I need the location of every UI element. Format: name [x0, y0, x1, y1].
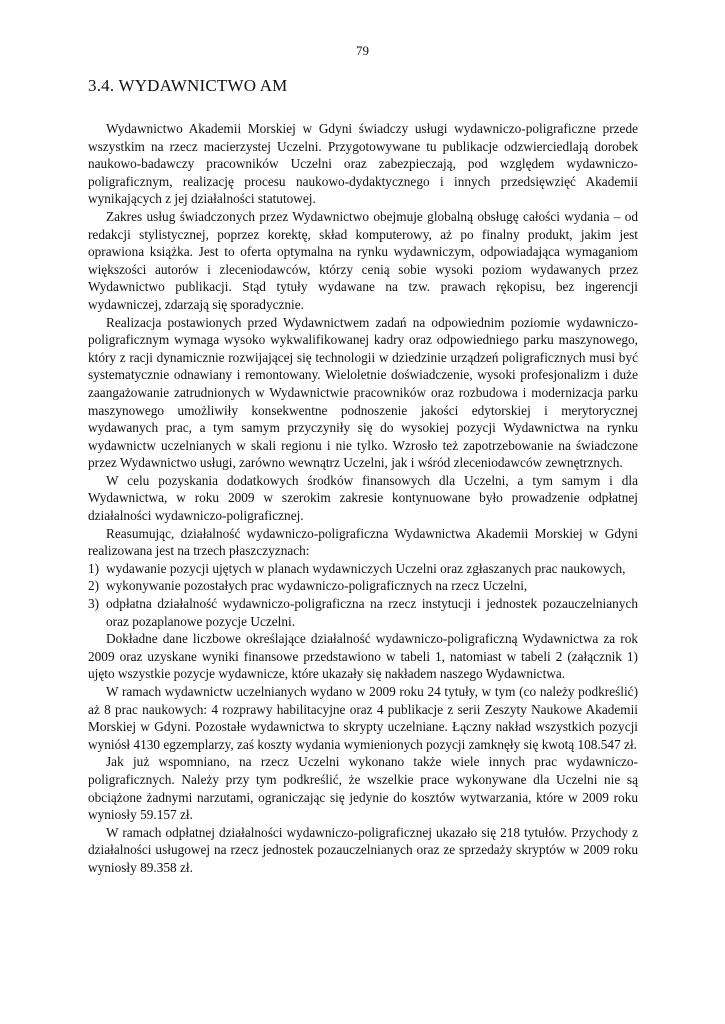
list-item: [88, 595, 638, 630]
list-text: wydawanie pozycji ujętych w planach wydawniczych Uczelni oraz zgłaszanych prac naukowych,: [106, 560, 626, 576]
section-title: 3.4. WYDAWNICTWO AM: [88, 76, 288, 95]
list-text: odpłatna działalność wydawniczo-poligraficzna na rzecz instytucji i jednostek pozauczelnianych oraz pozaplanowe pozycje Uczelni.: [106, 596, 638, 629]
paragraph-summary: Reasumując, działalność wydawniczo-poligraficzna Wydawnictwa Akademii Morskiej w Gdyni realizowana jest na trzech płaszczyznach:: [88, 525, 638, 559]
paragraph-intro: Wydawnictwo Akademii Morskiej w Gdyni świadczy usługi wydawniczo-poligraficzne przede wszystkim na rzecz macierzystej Uczelni. Przygotowywane tu publikacje odzwierciedlają dorobek naukowo-badawczy pracowników Uczelni oraz zabezpieczają, pod względem wydawniczo-poligraficznym, realizację procesu naukowo-dydaktycznego i innych przedsięwzięć Akademii wynikających z jej działalności statutowej.: [88, 121, 638, 207]
list-number: 1): [88, 560, 100, 576]
paragraph-realization: Realizacja postawionych przed Wydawnictwem zadań na odpowiednim poziomie wydawniczo-poligraficznym wymaga wysoko wykwalifikowanej kadry oraz odpowiedniego parku maszynowego, który z racji dynamicznie rozwijającej się technologii w dziedzinie urządzeń poligraficznych musi być systematycznie odnawiany i remontowany. Wieloletnie doświadczenie, wysoki profesjonalizm i duże zaangażowanie zatrudnionych w Wydawnictwie pracowników oraz rozbudowa i modernizacja parku maszynowego umożliwiły konsekwentne podnoszenie jakości edytorskiej i merytorycznej wydawanych prac, a tym samym przyczyniły się do wysokiej pozycji Wydawnictwa na rynku wydawnictw uczelnianych w skali regionu i nie tylko. Wzrosło też zapotrzebowanie na świadczone przez Wydawnictwo usługi, zarówno wewnątrz Uczelni, jak i wśród zleceniodawców zewnętrznych.: [88, 314, 638, 471]
list-number: 2): [88, 578, 100, 594]
paragraph-university-publications: W ramach wydawnictw uczelnianych wydano w 2009 roku 24 tytuły, w tym (co należy podkreślić) aż 8 prac naukowych: 4 rozprawy habilitacyjne oraz 4 publikacje z serii Zeszyty Naukowe Akademii Morskiej w Gdyni. Pozostałe wydawnictwa to skrypty uczelniane. Łączny nakład wszystkich pozycji wyniósł 4130 egzemplarzy, zaś koszty wydania wymienionych pozycji zamknęły się kwotą 108.547 zł.: [88, 684, 638, 752]
list-text: wykonywanie pozostałych prac wydawniczo-poligraficznych na rzecz Uczelni,: [106, 578, 528, 594]
activity-list: [88, 560, 638, 630]
paragraph-paid-activity: W ramach odpłatnej działalności wydawniczo-poligraficznej ukazało się 218 tytułów. Przychody z działalności usługowej na rzecz jednostek pozauczelnianych oraz ze sprzedaży skryptów w 2009 roku wyniosły 89.358 zł.: [88, 824, 638, 875]
document-body: [88, 74, 638, 877]
list-number: 3): [88, 596, 100, 612]
paragraph-other-works: Jak już wspomniano, na rzecz Uczelni wykonano także wiele innych prac wydawniczo-poligraficznych. Należy przy tym podkreślić, że wszelkie prace wykonywane dla Uczelni nie są obciążone żadnymi narzutami, ograniczając się jedynie do kosztów wytwarzania, które w 2009 roku wyniosły 59.157 zł.: [88, 754, 638, 823]
list-item: [88, 560, 638, 578]
paragraph-tables: Dokładne dane liczbowe określające działalność wydawniczo-poligraficzną Wydawnictwa za rok 2009 oraz uzyskane wyniki finansowe przedstawiono w tabeli 1, natomiast w tabeli 2 (załącznik 1) ujęto wszystkie pozycje wydawnicze, które ukazały się nakładem naszego Wydawnictwa.: [88, 631, 638, 682]
paragraph-services: Zakres usług świadczonych przez Wydawnictwo obejmuje globalną obsługę całości wydania – od redakcji stylistycznej, poprzez korektę, skład komputerowy, aż po finalny produkt, jakim jest oprawiona książka. Jest to oferta optymalna na rynku wydawniczym, odpowiadająca wymaganiom większości autorów i zleceniodawców, którzy cenią sobie wysoki poziom wydawanych przez Wydawnictwo publikacji. Stąd tytuły wydawane na tzw. prawach rękopisu, bez ingerencji wydawniczej, zdarzają się sporadycznie.: [88, 208, 638, 312]
page-number: 79: [356, 43, 369, 58]
list-item: [88, 577, 638, 595]
paragraph-funding: W celu pozyskania dodatkowych środków finansowych dla Uczelni, a tym samym i dla Wydawnictwa, w roku 2009 w szerokim zakresie kontynuowane było prowadzenie odpłatnej działalności wydawniczo-poligraficznej.: [88, 472, 638, 524]
